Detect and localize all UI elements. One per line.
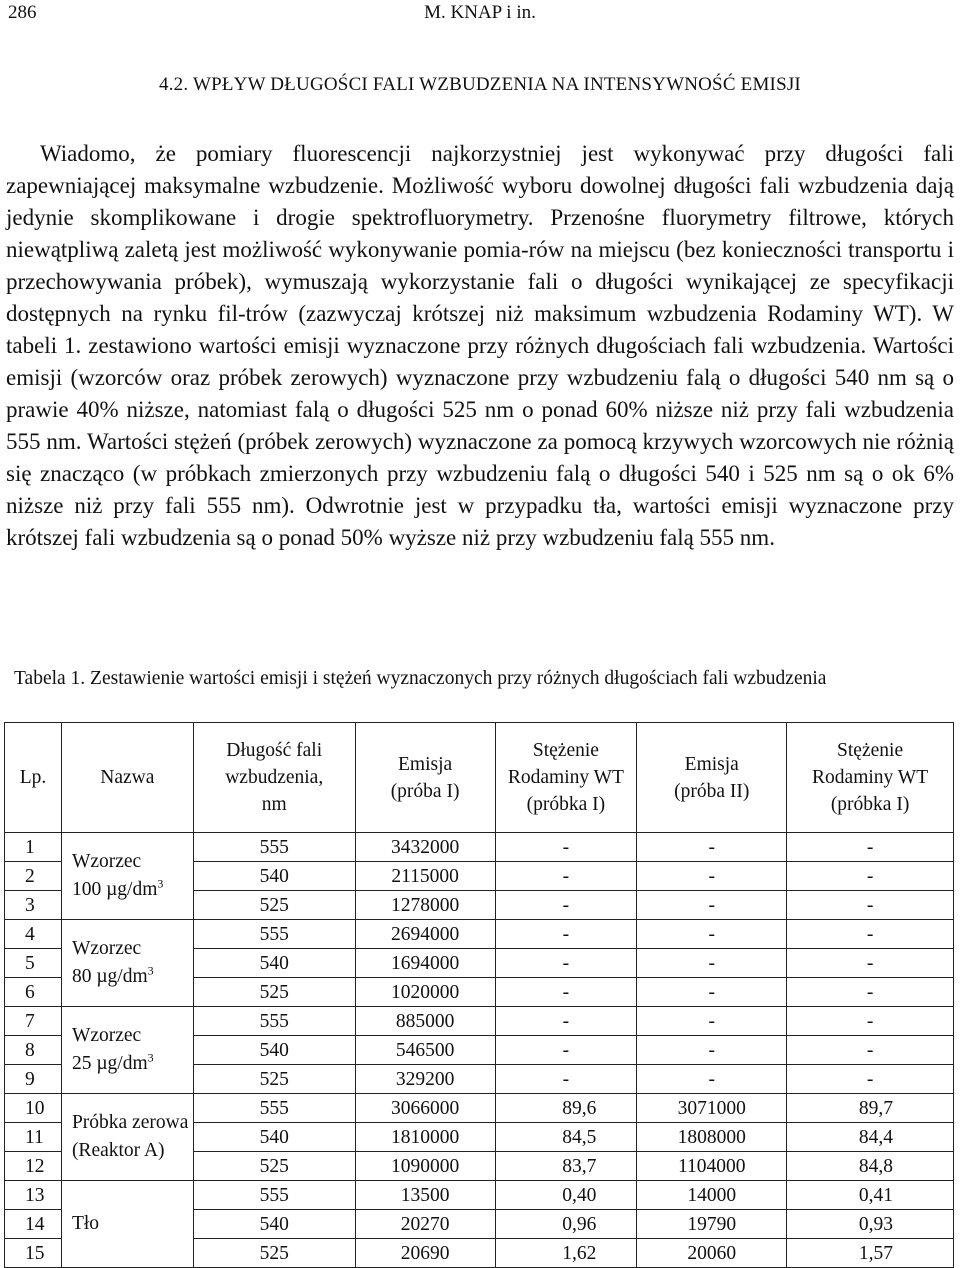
emission-1-cell: 3432000	[355, 833, 495, 862]
concentration-2-cell: -	[787, 891, 954, 920]
lp-cell: 14	[5, 1210, 62, 1239]
concentration-2-cell: -	[787, 862, 954, 891]
lp-cell: 7	[5, 1007, 62, 1036]
emission-2-cell: 19790	[637, 1210, 787, 1239]
header-concentration-2: Stężenie Rodaminy WT (próbka I)	[787, 723, 954, 833]
header-lp: Lp.	[5, 723, 62, 833]
wavelength-cell: 540	[193, 1210, 355, 1239]
concentration-2-cell: 1,57	[787, 1239, 954, 1268]
emission-2-cell: -	[637, 891, 787, 920]
emission-1-cell: 1810000	[355, 1123, 495, 1152]
emission-2-cell: 3071000	[637, 1094, 787, 1123]
wavelength-cell: 555	[193, 833, 355, 862]
wavelength-cell: 540	[193, 1123, 355, 1152]
concentration-1-cell: 1,62	[495, 1239, 637, 1268]
group-name-cell	[61, 920, 193, 1007]
body-paragraph: Wiadomo, że pomiary fluorescencji najkorzystniej jest wykonywać przy długości fali zapewniającej maksymalne wzbudzenie. Możliwość wyboru dowolnej długości fali wzbudzenia dają jedynie skomplikowane i drogie spektrofluorymetry. Przenośne fluorymetry filtrowe, których niewątpliwą zaletą jest możliwość wykonywanie pomia-rów na miejscu (bez konieczności transportu i przechowywania próbek), wymuszają wykorzystanie fali o długości wynikającej ze specyfikacji dostępnych na rynku fil-trów (zazwyczaj krótszej niż maksimum wzbudzenia Rodaminy WT). W tabeli 1. zestawiono wartości emisji wyznaczone przy różnych długościach fali wzbudzenia. Wartości emisji (wzorców oraz próbek zerowych) wyznaczone przy wzbudzeniu falą o długości 540 nm są o prawie 40% niższe, natomiast falą o długości 525 nm o ponad 60% niższe niż przy fali wzbudzenia 555 nm. Wartości stężeń (próbek zerowych) wyznaczone za pomocą krzywych wzorcowych nie różnią się znacząco (w próbkach zmierzonych przy wzbudzeniu falą o długości 540 i 525 nm są o ok 6% niższe niż przy fali 555 nm). Odwrotnie jest w przypadku tła, wartości emisji wyznaczone przy krótszej fali wzbudzenia są o ponad 50% wyższe niż przy wzbudzeniu falą 555 nm.	[6, 141, 954, 550]
group-name-cell	[61, 1007, 193, 1094]
group-concentration: (Reaktor A)	[71, 1140, 165, 1161]
concentration-2-cell: -	[787, 949, 954, 978]
group-name: Wzorzec	[71, 1025, 142, 1046]
emission-1-cell: 20690	[355, 1239, 495, 1268]
header-emission-1: Emisja (próba I)	[355, 723, 495, 833]
group-concentration: 25 µg/dm	[71, 1053, 148, 1074]
concentration-2-cell: 0,93	[787, 1210, 954, 1239]
emission-2-cell: -	[637, 949, 787, 978]
concentration-2-cell: -	[787, 1007, 954, 1036]
emission-1-cell: 1694000	[355, 949, 495, 978]
lp-cell: 4	[5, 920, 62, 949]
concentration-1-cell: -	[495, 949, 637, 978]
concentration-2-cell: 0,41	[787, 1181, 954, 1210]
group-name-cell	[61, 1094, 193, 1181]
wavelength-cell: 525	[193, 1065, 355, 1094]
table-row	[5, 1181, 954, 1210]
lp-cell: 6	[5, 978, 62, 1007]
emission-2-cell: -	[637, 1065, 787, 1094]
lp-cell: 15	[5, 1239, 62, 1268]
table-row	[5, 1094, 954, 1123]
emission-2-cell: 1104000	[637, 1152, 787, 1181]
concentration-1-cell: 0,40	[495, 1181, 637, 1210]
unit-superscript: 3	[157, 876, 164, 891]
emission-2-cell: -	[637, 920, 787, 949]
group-concentration: 80 µg/dm	[71, 966, 148, 987]
emission-2-cell: -	[637, 833, 787, 862]
wavelength-cell: 555	[193, 1181, 355, 1210]
emission-1-cell: 3066000	[355, 1094, 495, 1123]
concentration-2-cell: -	[787, 833, 954, 862]
lp-cell: 13	[5, 1181, 62, 1210]
table-caption: Tabela 1. Zestawienie wartości emisji i stężeń wyznaczonych przy różnych długościach fali wzbudzenia	[14, 668, 827, 689]
concentration-2-cell: 84,8	[787, 1152, 954, 1181]
group-name-cell	[61, 833, 193, 920]
header-concentration-1: Stężenie Rodaminy WT (próbka I)	[495, 723, 637, 833]
concentration-1-cell: -	[495, 1036, 637, 1065]
emission-1-cell: 20270	[355, 1210, 495, 1239]
header-name: Nazwa	[61, 723, 193, 833]
wavelength-cell: 555	[193, 920, 355, 949]
emission-2-cell: 14000	[637, 1181, 787, 1210]
wavelength-cell: 540	[193, 949, 355, 978]
concentration-2-cell: 84,4	[787, 1123, 954, 1152]
emission-2-cell: 1808000	[637, 1123, 787, 1152]
emission-2-cell: -	[637, 1007, 787, 1036]
lp-cell: 2	[5, 862, 62, 891]
lp-cell: 11	[5, 1123, 62, 1152]
unit-superscript: 3	[147, 1050, 154, 1065]
wavelength-cell: 525	[193, 978, 355, 1007]
emission-1-cell: 885000	[355, 1007, 495, 1036]
group-name: Wzorzec	[71, 851, 142, 872]
concentration-2-cell: 89,7	[787, 1094, 954, 1123]
wavelength-cell: 525	[193, 1152, 355, 1181]
table-row	[5, 920, 954, 949]
group-concentration: 100 µg/dm	[71, 879, 158, 900]
concentration-1-cell: -	[495, 862, 637, 891]
unit-superscript: 3	[147, 963, 154, 978]
group-name-cell	[61, 1181, 193, 1268]
page-header	[8, 2, 952, 28]
section-heading: 4.2. WPŁYW DŁUGOŚCI FALI WZBUDZENIA NA INTENSYWNOŚĆ EMISJI	[159, 74, 801, 95]
emission-1-cell: 329200	[355, 1065, 495, 1094]
concentration-1-cell: 0,96	[495, 1210, 637, 1239]
group-name: Tło	[71, 1213, 100, 1234]
table-row	[5, 1007, 954, 1036]
concentration-1-cell: -	[495, 1007, 637, 1036]
concentration-1-cell: 84,5	[495, 1123, 637, 1152]
concentration-2-cell: -	[787, 920, 954, 949]
concentration-1-cell: -	[495, 833, 637, 862]
lp-cell: 10	[5, 1094, 62, 1123]
wavelength-cell: 525	[193, 891, 355, 920]
concentration-2-cell: -	[787, 978, 954, 1007]
wavelength-cell: 540	[193, 862, 355, 891]
emission-1-cell: 1090000	[355, 1152, 495, 1181]
emission-1-cell: 1278000	[355, 891, 495, 920]
table-row	[5, 833, 954, 862]
emission-1-cell: 546500	[355, 1036, 495, 1065]
lp-cell: 9	[5, 1065, 62, 1094]
lp-cell: 3	[5, 891, 62, 920]
group-name: Wzorzec	[71, 938, 142, 959]
group-name: Próbka zerowa	[71, 1112, 189, 1133]
lp-cell: 1	[5, 833, 62, 862]
concentration-2-cell: -	[787, 1065, 954, 1094]
emission-2-cell: -	[637, 1036, 787, 1065]
emission-1-cell: 13500	[355, 1181, 495, 1210]
page-number: 286	[8, 2, 37, 23]
header-emission-2: Emisja (próba II)	[637, 723, 787, 833]
running-head: M. KNAP i in.	[424, 2, 536, 23]
wavelength-cell: 555	[193, 1007, 355, 1036]
emission-1-cell: 2115000	[355, 862, 495, 891]
emission-2-cell: -	[637, 978, 787, 1007]
lp-cell: 5	[5, 949, 62, 978]
concentration-1-cell: 83,7	[495, 1152, 637, 1181]
wavelength-cell: 525	[193, 1239, 355, 1268]
emission-table	[4, 722, 954, 1268]
wavelength-cell: 555	[193, 1094, 355, 1123]
concentration-1-cell: -	[495, 978, 637, 1007]
emission-2-cell: -	[637, 862, 787, 891]
emission-1-cell: 2694000	[355, 920, 495, 949]
concentration-1-cell: -	[495, 920, 637, 949]
lp-cell: 12	[5, 1152, 62, 1181]
concentration-2-cell: -	[787, 1036, 954, 1065]
concentration-1-cell: -	[495, 891, 637, 920]
table-header-row	[5, 723, 954, 833]
wavelength-cell: 540	[193, 1036, 355, 1065]
lp-cell: 8	[5, 1036, 62, 1065]
emission-1-cell: 1020000	[355, 978, 495, 1007]
concentration-1-cell: -	[495, 1065, 637, 1094]
concentration-1-cell: 89,6	[495, 1094, 637, 1123]
emission-2-cell: 20060	[637, 1239, 787, 1268]
header-wavelength: Długość fali wzbudzenia, nm	[193, 723, 355, 833]
